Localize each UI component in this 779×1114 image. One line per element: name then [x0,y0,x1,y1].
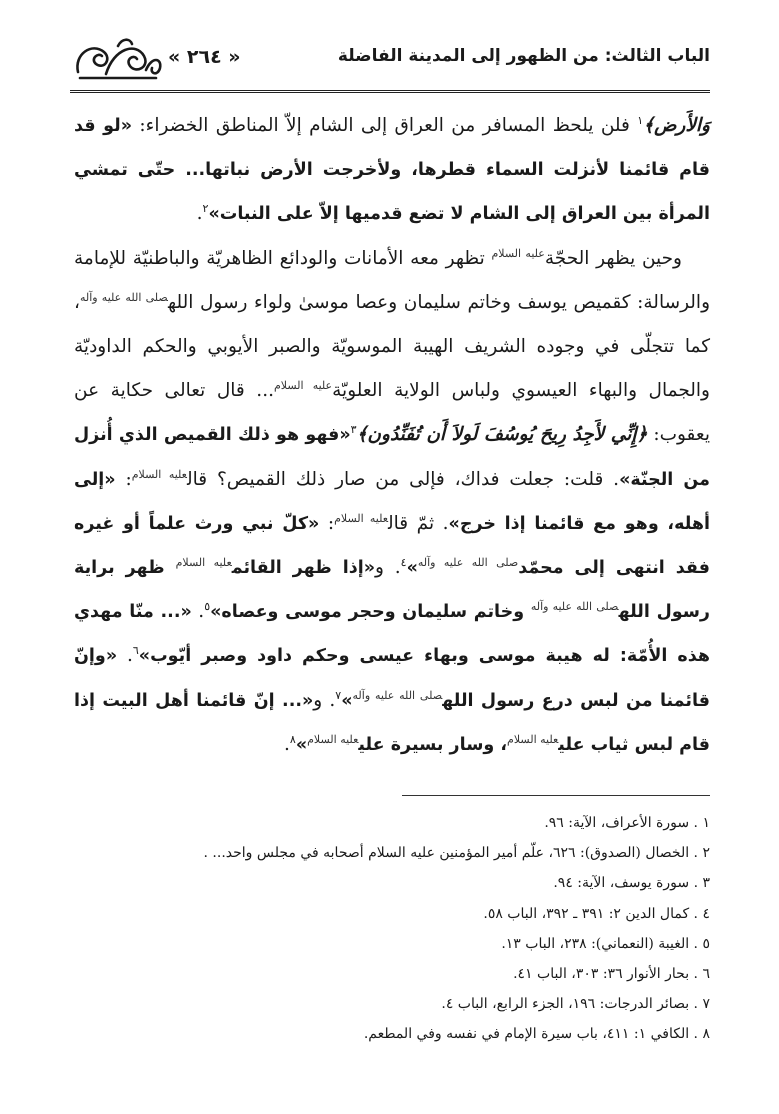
footnote-ref-5: ٥ [204,600,211,614]
text-run: : [319,512,335,534]
verse-end: وَالأَرض [654,115,710,136]
page-header [70,32,710,88]
footnote-ref-3: ٣ [350,423,357,437]
honorific-icon: عليه السلام [334,511,389,525]
text-run: . [196,203,203,225]
floral-ornament-icon [70,34,165,84]
hadith-quote: ، وسار بسيرة علي [358,734,508,755]
footnote-ref-8: ٨ [289,732,296,746]
footnote-7: ٧ . بصائر الدرجات: ١٩٦، الجزء الرابع، الباب ٤. [441,996,710,1013]
footnotes [74,808,710,1050]
footnote-8: ٨ . الكافي ١: ٤١١، باب سيرة الإمام في نفسه وفي المطعم. [363,1026,710,1043]
honorific-icon: صلى الله عليه وآله [79,290,168,304]
hadith-quote: «وإنّ قائمنا من لبس درع رسول الله [74,646,710,711]
footnote-ref-1: ١ [637,113,644,127]
footnote-ref-4: ٤ [400,555,407,569]
footnote-4: ٤ . كمال الدين ٢: ٣٩١ ـ ٣٩٢، الباب ٥٨. [483,905,710,922]
text-run: . [117,645,133,667]
hadith-quote: «... منّا مهدي هذه الأُمّة: له هيبة موسى وبهاء عيسى وحكم داود وصبر أيّوب» [74,602,710,667]
text-run: ، كما تتجلّى في وجوده الشريف الهيبة الموسويّة والصبر الأيوبي والحكم الداوديّة والجمال والبهاء العيسوي ولباس الولاية العلويّة [74,291,710,402]
hadith-quote: «إلى أهله، وهو مع قائمنا إذا خرج» [74,469,710,534]
footnote-ref-6: ٦ [132,644,139,658]
footnote-5: ٥ . الغيبة (النعماني): ٢٣٨، الباب ١٣. [501,935,710,952]
text-run: . [191,601,205,623]
honorific-icon: صلى الله عليه وآله [530,600,619,614]
honorific-icon: عليه السلام [131,467,187,481]
footnote-ref-7: ٧ [335,688,342,702]
paragraph-2 [74,237,710,767]
honorific-icon: عليه السلام [175,555,232,569]
hadith-quote: «فهو هو ذلك القميص الذي أُنزل من الجنّة» [74,425,710,490]
text-run: . [284,733,290,755]
quote-mark: » [406,558,418,579]
hadith-quote: «لو قد قام قائمنا لأنزلت السماء قطرها، ولأخرجت الأرض نباتها... حتّى تمشي المرأة بين العراق إلى الشام لا تضع قدميها إلاّ على النبات» [74,116,710,225]
honorific-icon: عليه السلام [491,246,545,260]
header-divider [70,90,710,93]
quote-mark: » [341,690,353,711]
hadith-quote: وخاتم سليمان وحجر موسى وعصاه» [210,602,531,623]
honorific-icon: عليه السلام [507,732,559,746]
footnote-6: ٦ . بحار الأنوار ٣٦: ٣٠٣، الباب ٤١. [513,966,710,983]
page-number: « ٢٦٤ » [168,46,241,68]
main-text [74,104,710,767]
text-run: . قلت: جعلت فداك، فإلى من صار ذلك القميص؟ قال [186,468,620,490]
hadith-quote: «كلّ نبي ورث علماً أو غيره فقد انتهى إلى محمّد [74,513,710,579]
footnote-ref-2: ٢ [202,202,209,216]
hadith-quote: «إذا ظهر القائم [231,558,376,579]
honorific-icon: صلى الله عليه وآله [417,555,519,569]
footnote-1: ١ . سورة الأعراف، الآية: ٩٦. [544,815,710,831]
footnote-divider [402,795,710,796]
text-run: . و [375,557,401,579]
quran-verse: ﴿إِنِّي لأَجِدُ رِيحَ يُوسُفَ لَولاَ أَن تُفَنِّدُون﴾ [356,424,648,446]
honorific-icon: عليه السلام [307,732,359,746]
hadith-quote: «... إنّ قائمنا أهل البيت إذا قام لبس ثياب علي [74,690,710,755]
verse-bracket: ﴾ [643,115,655,136]
text-run: فلن يلحظ المسافر من العراق إلى الشام إلاّ المناطق الخضراء: [132,115,638,136]
text-run: . و [313,689,336,711]
text-run: تظهر معه الأمانات والودائع الظاهريّة والباطنيّة للإمامة والرسالة: كقميص يوسف وخاتم سليمان وعصا موسىٰ ولواء رسول الله [74,247,710,313]
text-run: : [115,468,132,490]
paragraph-1 [74,104,710,237]
footnote-2: ٢ . الخصال (الصدوق): ٦٢٦، علّم أمير المؤمنين عليه السلام أصحابه في مجلس واحد... . [203,845,710,862]
text-run: ... قال تعالى حكاية عن يعقوب: [74,380,710,446]
running-title: الباب الثالث: من الظهور إلى المدينة الفاضلة [337,46,710,66]
footnote-3: ٣ . سورة يوسف، الآية: ٩٤. [553,875,710,892]
honorific-icon: صلى الله عليه وآله [352,688,443,702]
quote-mark: » [295,734,308,755]
honorific-icon: عليه السلام [273,379,333,393]
text-run: وحين يظهر الحجّة [544,247,682,269]
text-run: . ثمّ قال [388,512,449,534]
hadith-quote: ظهر براية رسول الله [74,558,711,623]
